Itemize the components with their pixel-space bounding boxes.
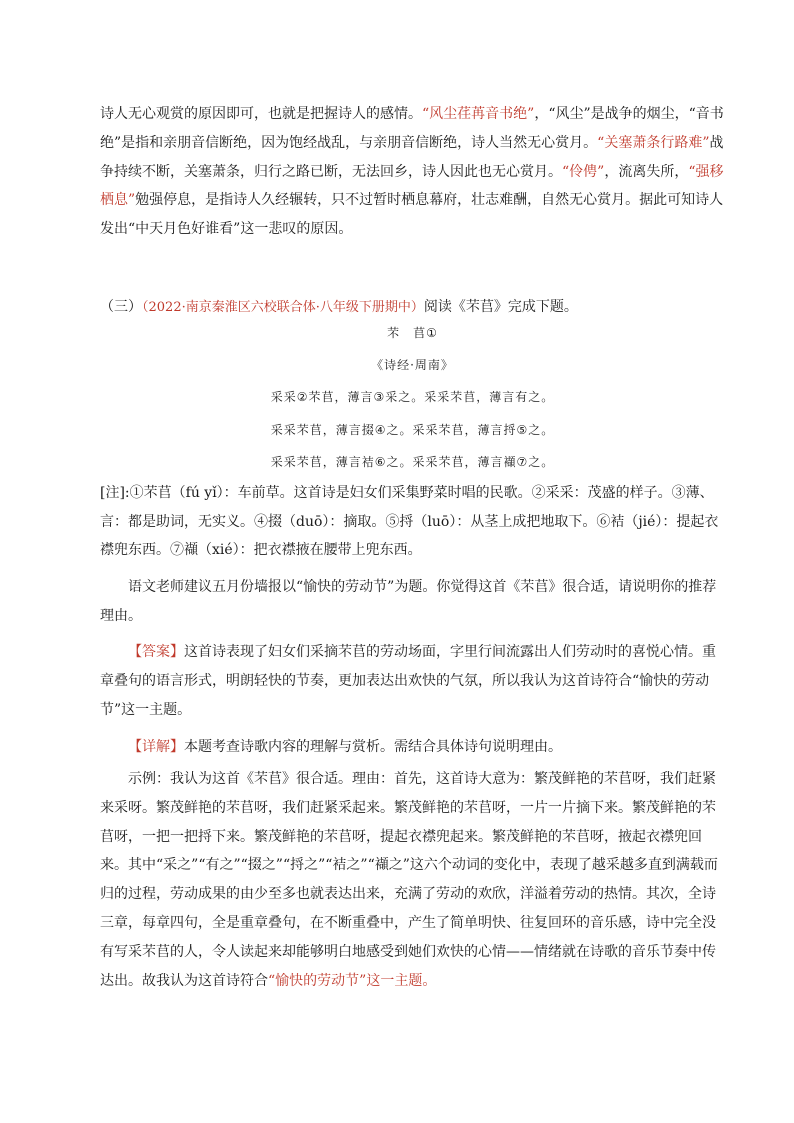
poem-line: 采采②芣苢，薄言③采之。采采芣苢，薄言有之。 xyxy=(270,390,555,404)
highlighted-quote: “强移栖息” xyxy=(100,163,724,209)
analysis-paragraph xyxy=(100,100,725,244)
question-number: （三） xyxy=(100,299,142,315)
text-run: 战争持续不断，关塞萧条，归行之路已断，无法回乡，诗人因此也无心赏月。 xyxy=(100,134,724,180)
text-run: ，流离失所， xyxy=(604,163,689,180)
text-run: 勉强停息，是指诗人久经辗转，只不过暂时栖息幕府，壮志难酬，自然无心赏月。据此可知诗人发出“中天月色好谁看”这一悲叹的原因。 xyxy=(100,192,724,238)
highlighted-quote: “关塞萧条行路难” xyxy=(597,134,710,151)
answer-text: 这首诗表现了妇女们采摘芣苢的劳动场面，字里行间流露出人们劳动时的喜悦心情。重章叠句的语言形式，明朗轻快的节奏，更加表达出欢快的气氛，所以我认为这首诗符合“愉快的劳动节”这一主题。 xyxy=(100,644,716,718)
question-heading xyxy=(100,293,725,323)
detail-text: 本题考查诗歌内容的理解与赏析。需结合具体诗句说明理由。 xyxy=(184,739,562,755)
poem-line: 采采芣苢，薄言袺⑥之。采采芣苢，薄言襭⑦之。 xyxy=(270,455,555,469)
question-prompt: 语文老师建议五月份墙报以“愉快的劳动节”为题。你觉得这首《芣苢》很合适，请说明你的推荐理由。 xyxy=(100,579,717,624)
question-source: （2022·南京秦淮区六校联合体·八年级下册期中） xyxy=(142,300,424,315)
example-paragraph xyxy=(100,765,725,995)
poem-title: 芣 苢① xyxy=(387,326,438,340)
detail-tag: 【详解】 xyxy=(128,739,184,755)
text-run: 诗人无心观赏的原因即可，也就是把握诗人的感情。 xyxy=(100,106,422,122)
question-text: 阅读《芣苢》完成下题。 xyxy=(423,299,578,315)
detail-paragraph xyxy=(100,733,725,762)
poem-notes: [注]:①芣苢（fú yǐ）：车前草。这首诗是妇女们采集野菜时唱的民歌。②采采：茂盛的样子。③薄、言：都是助词，无实义。④掇（duō）：摘取。⑤捋（luō）：从茎上成把地取下。⑥袺（jié）：提起衣襟兜东西。⑦襭（xié）：把衣襟掖在腰带上兜东西。 xyxy=(100,485,719,559)
poem-line: 采采芣苢，薄言掇④之。采采芣苢，薄言捋⑤之。 xyxy=(270,423,555,437)
highlighted-quote: “愉快的劳动节”这一主题。 xyxy=(268,972,437,989)
text-run: ，“风尘”是战争的烟尘，“音书绝”是指和亲朋音信断绝，因为饱经战乱，与亲朋音信断绝，诗人当然无心赏月。 xyxy=(100,106,724,151)
answer-tag: 【答案】 xyxy=(128,644,184,660)
poem-author: 《诗经·周南》 xyxy=(371,358,454,372)
highlighted-quote: “风尘荏苒音书绝” xyxy=(422,106,535,122)
text-run: 示例：我认为这首《芣苢》很合适。理由：首先，这首诗大意为：繁茂鲜艳的芣苢呀，我们赶紧来采呀。繁茂鲜艳的芣苢呀，我们赶紧采起来。繁茂鲜艳的芣苢呀，一片一片摘下来。繁茂鲜艳的芣苢呀，一把一把捋下来。繁茂鲜艳的芣苢呀，提起衣襟兜起来。繁茂鲜艳的芣苢呀，掖起衣襟兜回来。其中“采之”“有之”“掇之”“捋之”“袺之”“襭之”这六个动词的变化中，表现了越采越多直到满载而归的过程，劳动成果的由少至多也就表达出来，充满了劳动的欢欣，洋溢着劳动的热情。其次，全诗三章，每章四句，全是重章叠句，在不断重叠中，产生了简单明快、往复回环的音乐感，诗中完全没有写采芣苢的人，令人读起来却能够明白地感受到她们欢快的心情——情绪就在诗歌的音乐节奏中传达出。故我认为这首诗符合 xyxy=(100,771,718,989)
answer-paragraph xyxy=(100,638,725,724)
highlighted-quote: “伶俜” xyxy=(562,163,605,180)
